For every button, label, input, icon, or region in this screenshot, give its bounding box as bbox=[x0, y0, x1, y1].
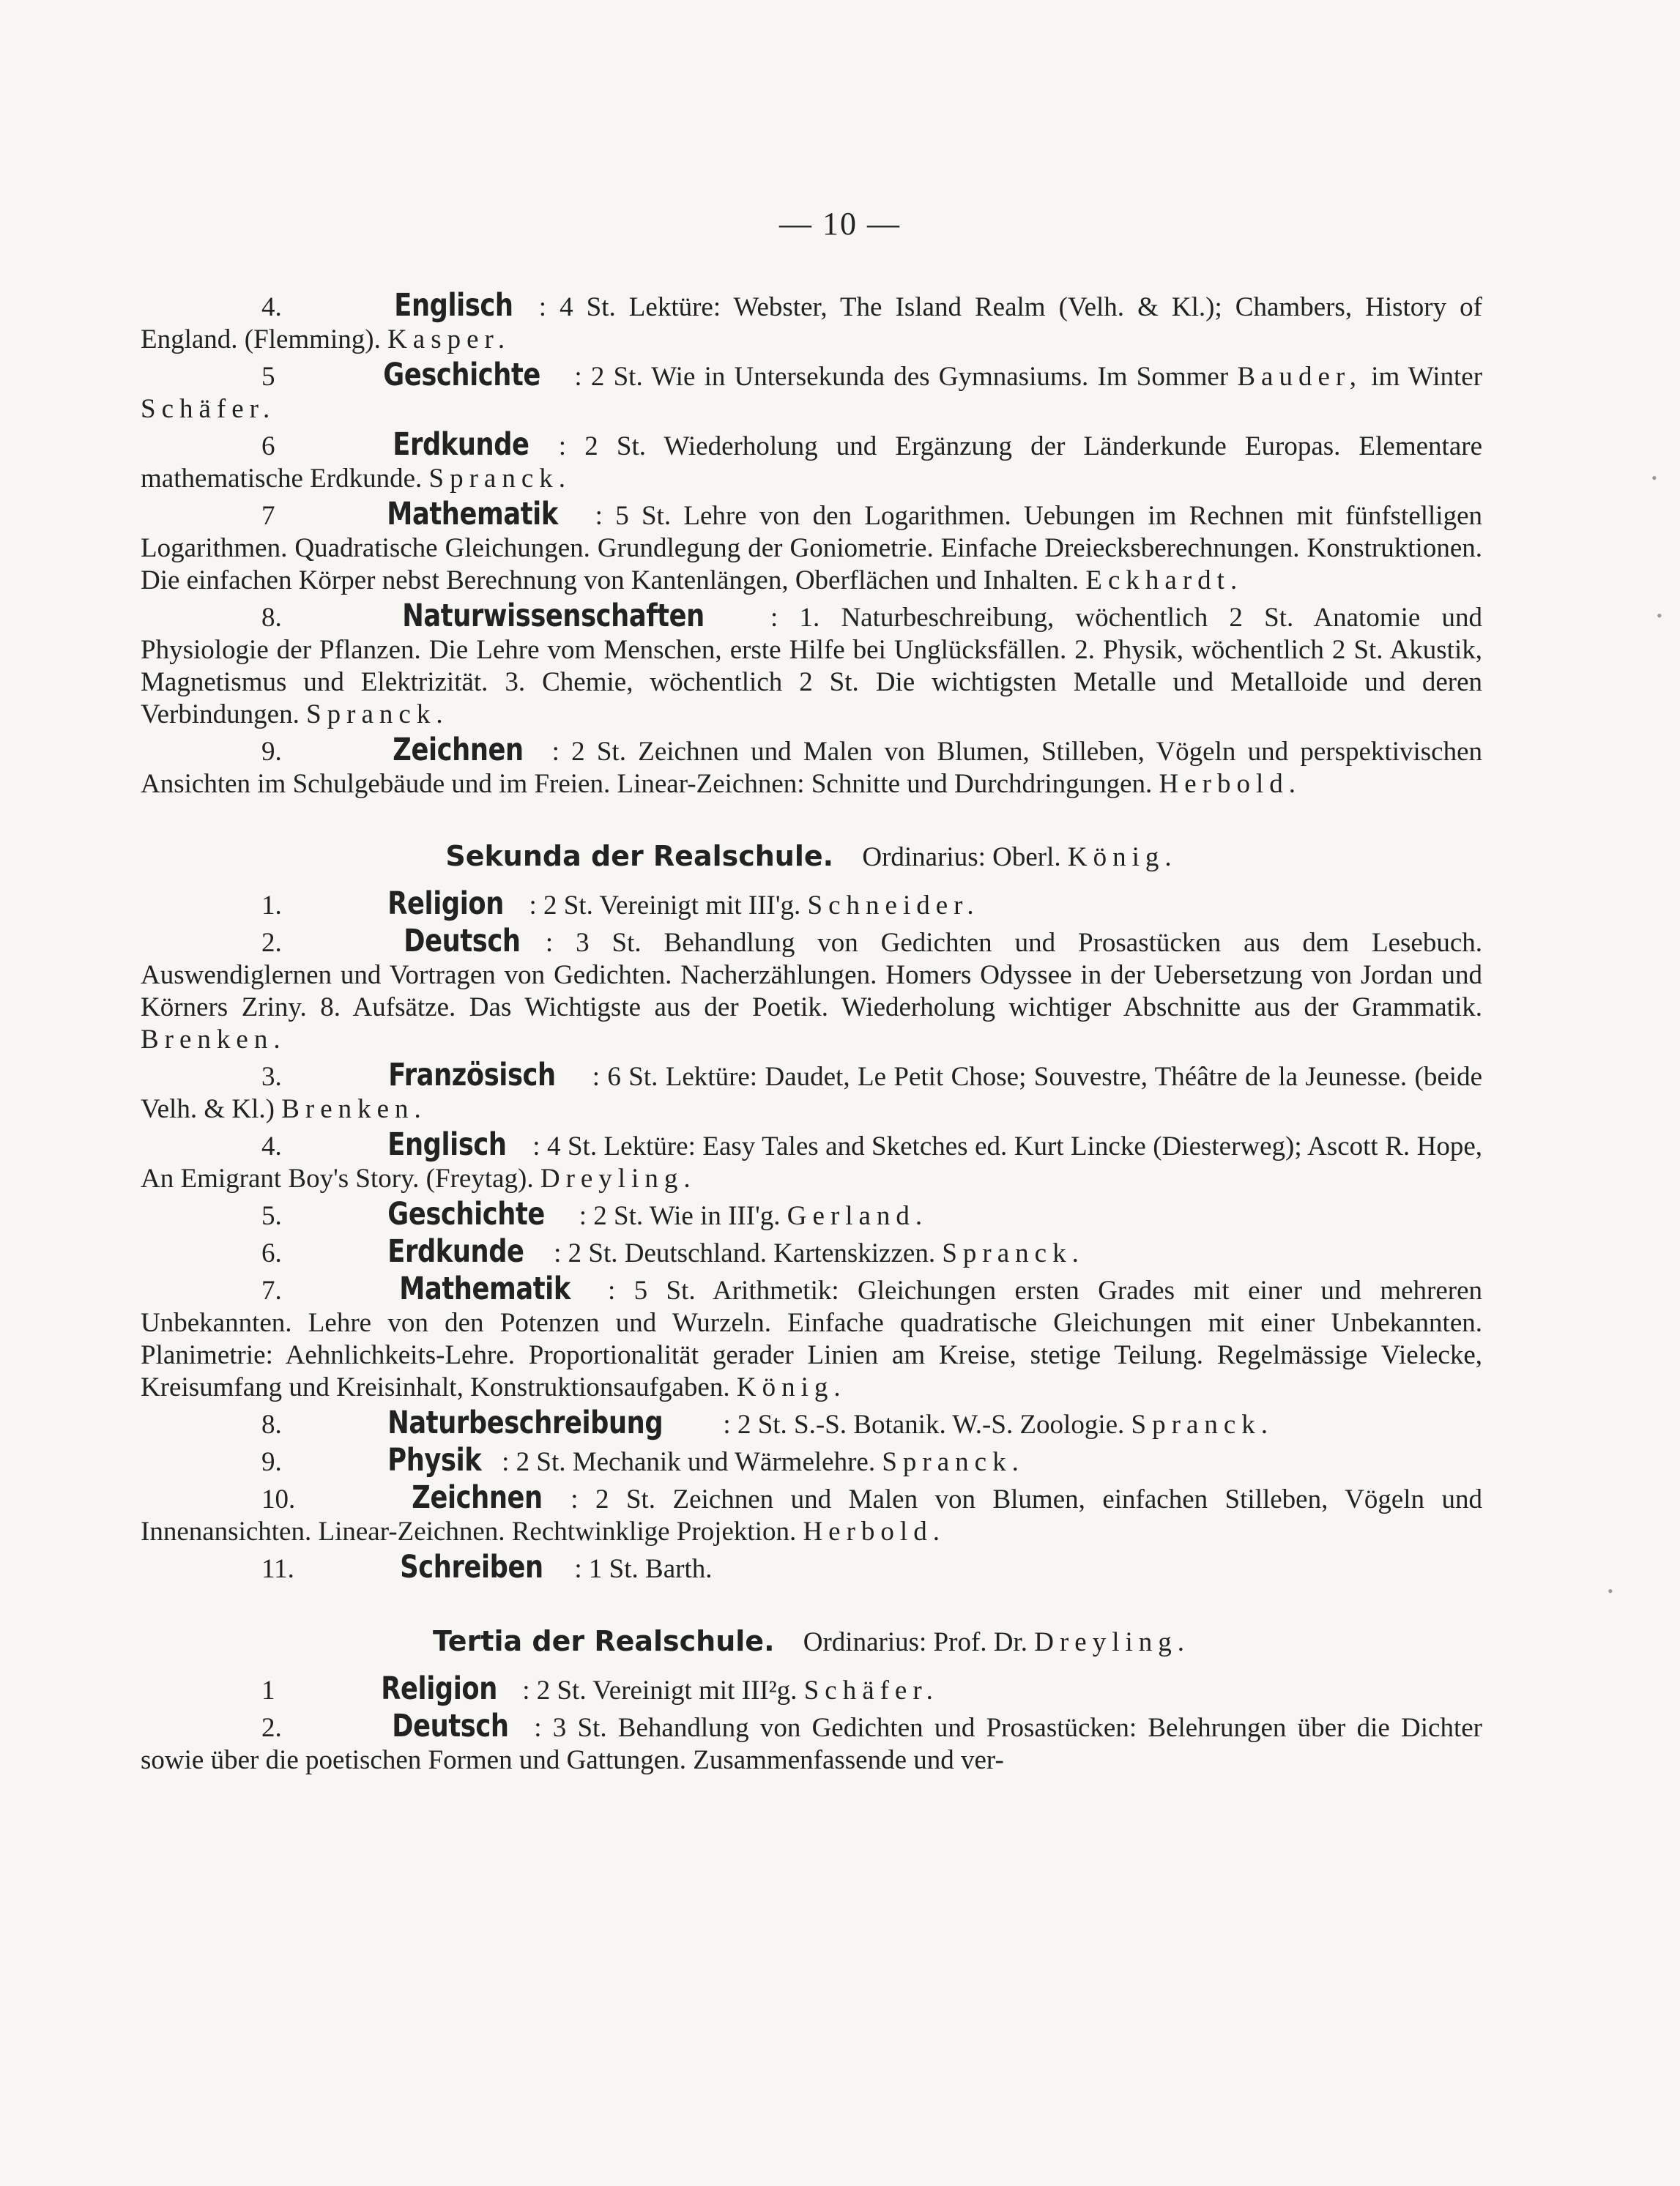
section-title: Tertia der Realschule. bbox=[432, 1625, 775, 1657]
item-number: 8. bbox=[261, 1410, 282, 1440]
subject-paragraph bbox=[141, 1407, 1482, 1441]
subject-description: : 5 St. Lehre von den Logarithmen. Uebungen im Rechnen mit fünfstelligen Logarithmen. Quadratische Gleichungen. Grundlegung der Goniometrie. Einfache Dreiecksberechnungen. Konstruktionen. Die einfachen Körper nebst Berechnung von Kantenlängen, Oberflächen und Inhalten. bbox=[141, 501, 1482, 595]
item-number: 9. bbox=[261, 737, 282, 767]
subject-paragraph bbox=[141, 1059, 1482, 1126]
section-title: Sekunda der Realschule. bbox=[445, 840, 834, 872]
teacher-name: Brenken. bbox=[281, 1094, 427, 1124]
subject-paragraph bbox=[141, 1198, 1482, 1233]
subject-description: : 2 St. Zeichnen und Malen von Blumen, einfachen Stilleben, Vögeln und Innenansichten. Linear-Zeichnen. Rechtwinklige Projektion. bbox=[141, 1484, 1482, 1547]
teacher-name: Spranck. bbox=[942, 1238, 1085, 1268]
subject-description: : 5 St. Arithmetik: Gleichungen ersten Grades mit einer und mehreren Unbekannten. Lehre von den Potenzen und Wurzeln. Einfache quadratische Gleichungen mit einer Unbekannten. Planimetrie: Aehnlichkeits-Lehre. Proportionalität gerader Linien am Kreise, stetige Teilung. Regelmässige Vielecke, Kreisumfang und Kreisinhalt, Konstruktionsaufgaben. bbox=[141, 1276, 1483, 1402]
teacher-name: Kasper. bbox=[387, 324, 511, 354]
subject-description: : 2 St. Wiederholung und Ergänzung der Länderkunde Europas. Elementare mathematische Erdkunde. bbox=[141, 431, 1482, 494]
teacher-name: Schäfer. bbox=[803, 1676, 939, 1706]
teacher-name: Bauder, bbox=[1237, 362, 1362, 392]
item-number: 10. bbox=[261, 1484, 296, 1514]
item-number: 2. bbox=[261, 1713, 282, 1743]
item-number: 5 bbox=[261, 362, 275, 392]
teacher-name: Spranck. bbox=[306, 699, 449, 729]
subject-description: : 2 St. Vereinigt mit III'g. bbox=[529, 891, 801, 921]
scan-mark: • bbox=[1607, 1582, 1613, 1600]
item-number: 3. bbox=[261, 1062, 282, 1092]
section-block-1 bbox=[141, 289, 1482, 800]
teacher-name: Herbold. bbox=[803, 1517, 945, 1547]
item-number: 11. bbox=[261, 1554, 294, 1584]
subject-description: : 2 St. Vereinigt mit III²g. bbox=[522, 1676, 798, 1706]
subject-paragraph bbox=[141, 925, 1482, 1056]
subject-paragraph bbox=[141, 498, 1482, 597]
subject-name: Naturbeschreibung bbox=[387, 1405, 664, 1441]
subject-paragraph bbox=[141, 1273, 1482, 1404]
section-block-3 bbox=[141, 1670, 1482, 1777]
subject-paragraph bbox=[141, 289, 1482, 356]
subject-name: Englisch bbox=[387, 1126, 507, 1163]
subject-paragraph bbox=[141, 885, 1482, 922]
page-body bbox=[141, 289, 1482, 1780]
subject-description: : 1. Naturbeschreibung, wöchentlich 2 St. Anatomie und Physiologie der Pflanzen. Die Lehre vom Menschen, erste Hilfe bei Unglücksfällen. 2. Physik, wöchentlich 2 St. Akustik, Magnetismus und Elektrizität. 3. Chemie, wöchentlich 2 St. Die wichtigsten Metalle und Metalloide und deren Verbindungen. bbox=[141, 603, 1482, 729]
teacher-name: Eckhardt. bbox=[1085, 565, 1244, 595]
subject-name: Geschichte bbox=[387, 1196, 545, 1233]
subject-description-tail: im Winter bbox=[1371, 362, 1483, 392]
item-number: 7. bbox=[261, 1276, 282, 1306]
item-number: 6 bbox=[261, 431, 275, 461]
item-number: 7 bbox=[261, 501, 275, 531]
subject-name: Mathematik bbox=[387, 496, 558, 532]
subject-paragraph bbox=[141, 1670, 1482, 1707]
subject-paragraph bbox=[141, 1479, 1482, 1548]
subject-description: : 3 St. Behandlung von Gedichten und Prosastücken aus dem Lesebuch. Auswendiglernen und Vortragen von Gedichten. Nacherzählungen. Homers Odyssee in der Uebersetzung von Jordan und Körners Zriny. 8. Aufsätze. Das Wichtigste aus der Poetik. Wiederholung wichtiger Abschnitte aus der Grammatik. bbox=[141, 928, 1483, 1022]
item-number: 5. bbox=[261, 1201, 282, 1231]
subject-description: : 3 St. Behandlung von Gedichten und Prosastücken: Belehrungen über die Dichter sowie über die poetischen Formen und Gattungen. Zusammenfassende und ver- bbox=[141, 1713, 1482, 1775]
ordinarius-label: Ordinarius: Oberl. bbox=[862, 842, 1061, 872]
subject-paragraph bbox=[141, 1551, 1482, 1585]
item-number: 4. bbox=[261, 292, 282, 322]
item-number: 2. bbox=[261, 928, 282, 958]
item-number: 6. bbox=[261, 1238, 282, 1268]
subject-description: : 1 St. Barth. bbox=[574, 1554, 713, 1584]
subject-name: Schreiben bbox=[400, 1549, 543, 1585]
subject-description: : 2 St. Mechanik und Wärmelehre. bbox=[502, 1447, 876, 1477]
teacher-name: Gerland. bbox=[787, 1201, 929, 1231]
subject-paragraph bbox=[141, 734, 1482, 800]
subject-name: Zeichnen bbox=[412, 1479, 543, 1516]
ordinarius-label: Ordinarius: Prof. Dr. bbox=[803, 1627, 1028, 1657]
subject-name: Zeichnen bbox=[393, 732, 524, 768]
subject-name: Physik bbox=[387, 1442, 482, 1479]
subject-paragraph bbox=[141, 1710, 1482, 1777]
subject-name: Erdkunde bbox=[392, 426, 529, 463]
subject-description: : 2 St. Deutschland. Kartenskizzen. bbox=[554, 1238, 936, 1268]
item-number: 4. bbox=[261, 1131, 282, 1161]
teacher-name: Spranck. bbox=[428, 464, 572, 494]
subject-name: Naturwissenschaften bbox=[402, 598, 705, 634]
subject-paragraph bbox=[141, 1235, 1482, 1270]
subject-description: : 2 St. Zeichnen und Malen von Blumen, Stilleben, Vögeln und perspektivischen Ansichten im Schulgebäude und im Freien. Linear-Zeichnen: Schnitte und Durchdringungen. bbox=[141, 737, 1482, 799]
subject-paragraph bbox=[141, 359, 1482, 425]
subject-paragraph bbox=[141, 1126, 1483, 1195]
teacher-name: Spranck. bbox=[882, 1447, 1025, 1477]
teacher-name: Dreyling. bbox=[540, 1164, 696, 1194]
subject-paragraph bbox=[141, 1444, 1482, 1479]
section-heading-tertia bbox=[141, 1625, 1482, 1658]
page-number: — 10 — bbox=[779, 206, 901, 242]
subject-description: : 2 St. S.-S. Botanik. W.-S. Zoologie. bbox=[723, 1410, 1125, 1440]
item-number: 1. bbox=[261, 891, 282, 921]
ordinarius-name: König. bbox=[1067, 842, 1178, 872]
teacher-name: Brenken. bbox=[141, 1025, 286, 1055]
subject-paragraph bbox=[141, 600, 1482, 731]
ordinarius-name: Dreyling. bbox=[1034, 1627, 1191, 1657]
subject-description: : 2 St. Wie in Untersekunda des Gymnasiums. Im Sommer bbox=[574, 362, 1229, 392]
subject-name: Erdkunde bbox=[387, 1233, 524, 1270]
teacher-name: Schneider. bbox=[807, 891, 980, 921]
teacher-name: König. bbox=[736, 1372, 847, 1402]
subject-paragraph bbox=[141, 428, 1482, 495]
subject-name: Englisch bbox=[394, 287, 513, 324]
subject-name: Religion bbox=[381, 1670, 497, 1707]
scan-mark: • bbox=[1651, 469, 1657, 487]
item-number: 8. bbox=[261, 603, 282, 633]
item-number: 1 bbox=[261, 1676, 275, 1706]
subject-name: Deutsch bbox=[403, 923, 521, 959]
subject-description: : 6 St. Lektüre: Daudet, Le Petit Chose; Souvestre, Théâtre de la Jeunesse. (beide Velh. & Kl.) bbox=[141, 1062, 1482, 1124]
teacher-name: Schäfer. bbox=[141, 394, 276, 424]
section-block-2 bbox=[141, 885, 1483, 1585]
section-heading-sekunda bbox=[141, 840, 1482, 873]
subject-description: : 2 St. Wie in III'g. bbox=[579, 1201, 781, 1231]
scan-mark: • bbox=[1657, 606, 1662, 625]
subject-name: Französisch bbox=[388, 1057, 556, 1093]
subject-description: : 4 St. Lektüre: Webster, The Island Realm (Velh. & Kl.); Chambers, History of England. (Flemming). bbox=[141, 292, 1483, 354]
item-number: 9. bbox=[261, 1447, 282, 1477]
subject-name: Geschichte bbox=[383, 357, 540, 393]
subject-name: Religion bbox=[387, 885, 504, 922]
subject-name: Mathematik bbox=[399, 1271, 571, 1307]
subject-description: : 4 St. Lektüre: Easy Tales and Sketches ed. Kurt Lincke (Diesterweg); Ascott R. Hope, An Emigrant Boy's Story. (Freytag). bbox=[141, 1131, 1483, 1194]
teacher-name: Spranck. bbox=[1131, 1410, 1274, 1440]
teacher-name: Herbold. bbox=[1159, 769, 1302, 799]
subject-name: Deutsch bbox=[392, 1708, 509, 1744]
